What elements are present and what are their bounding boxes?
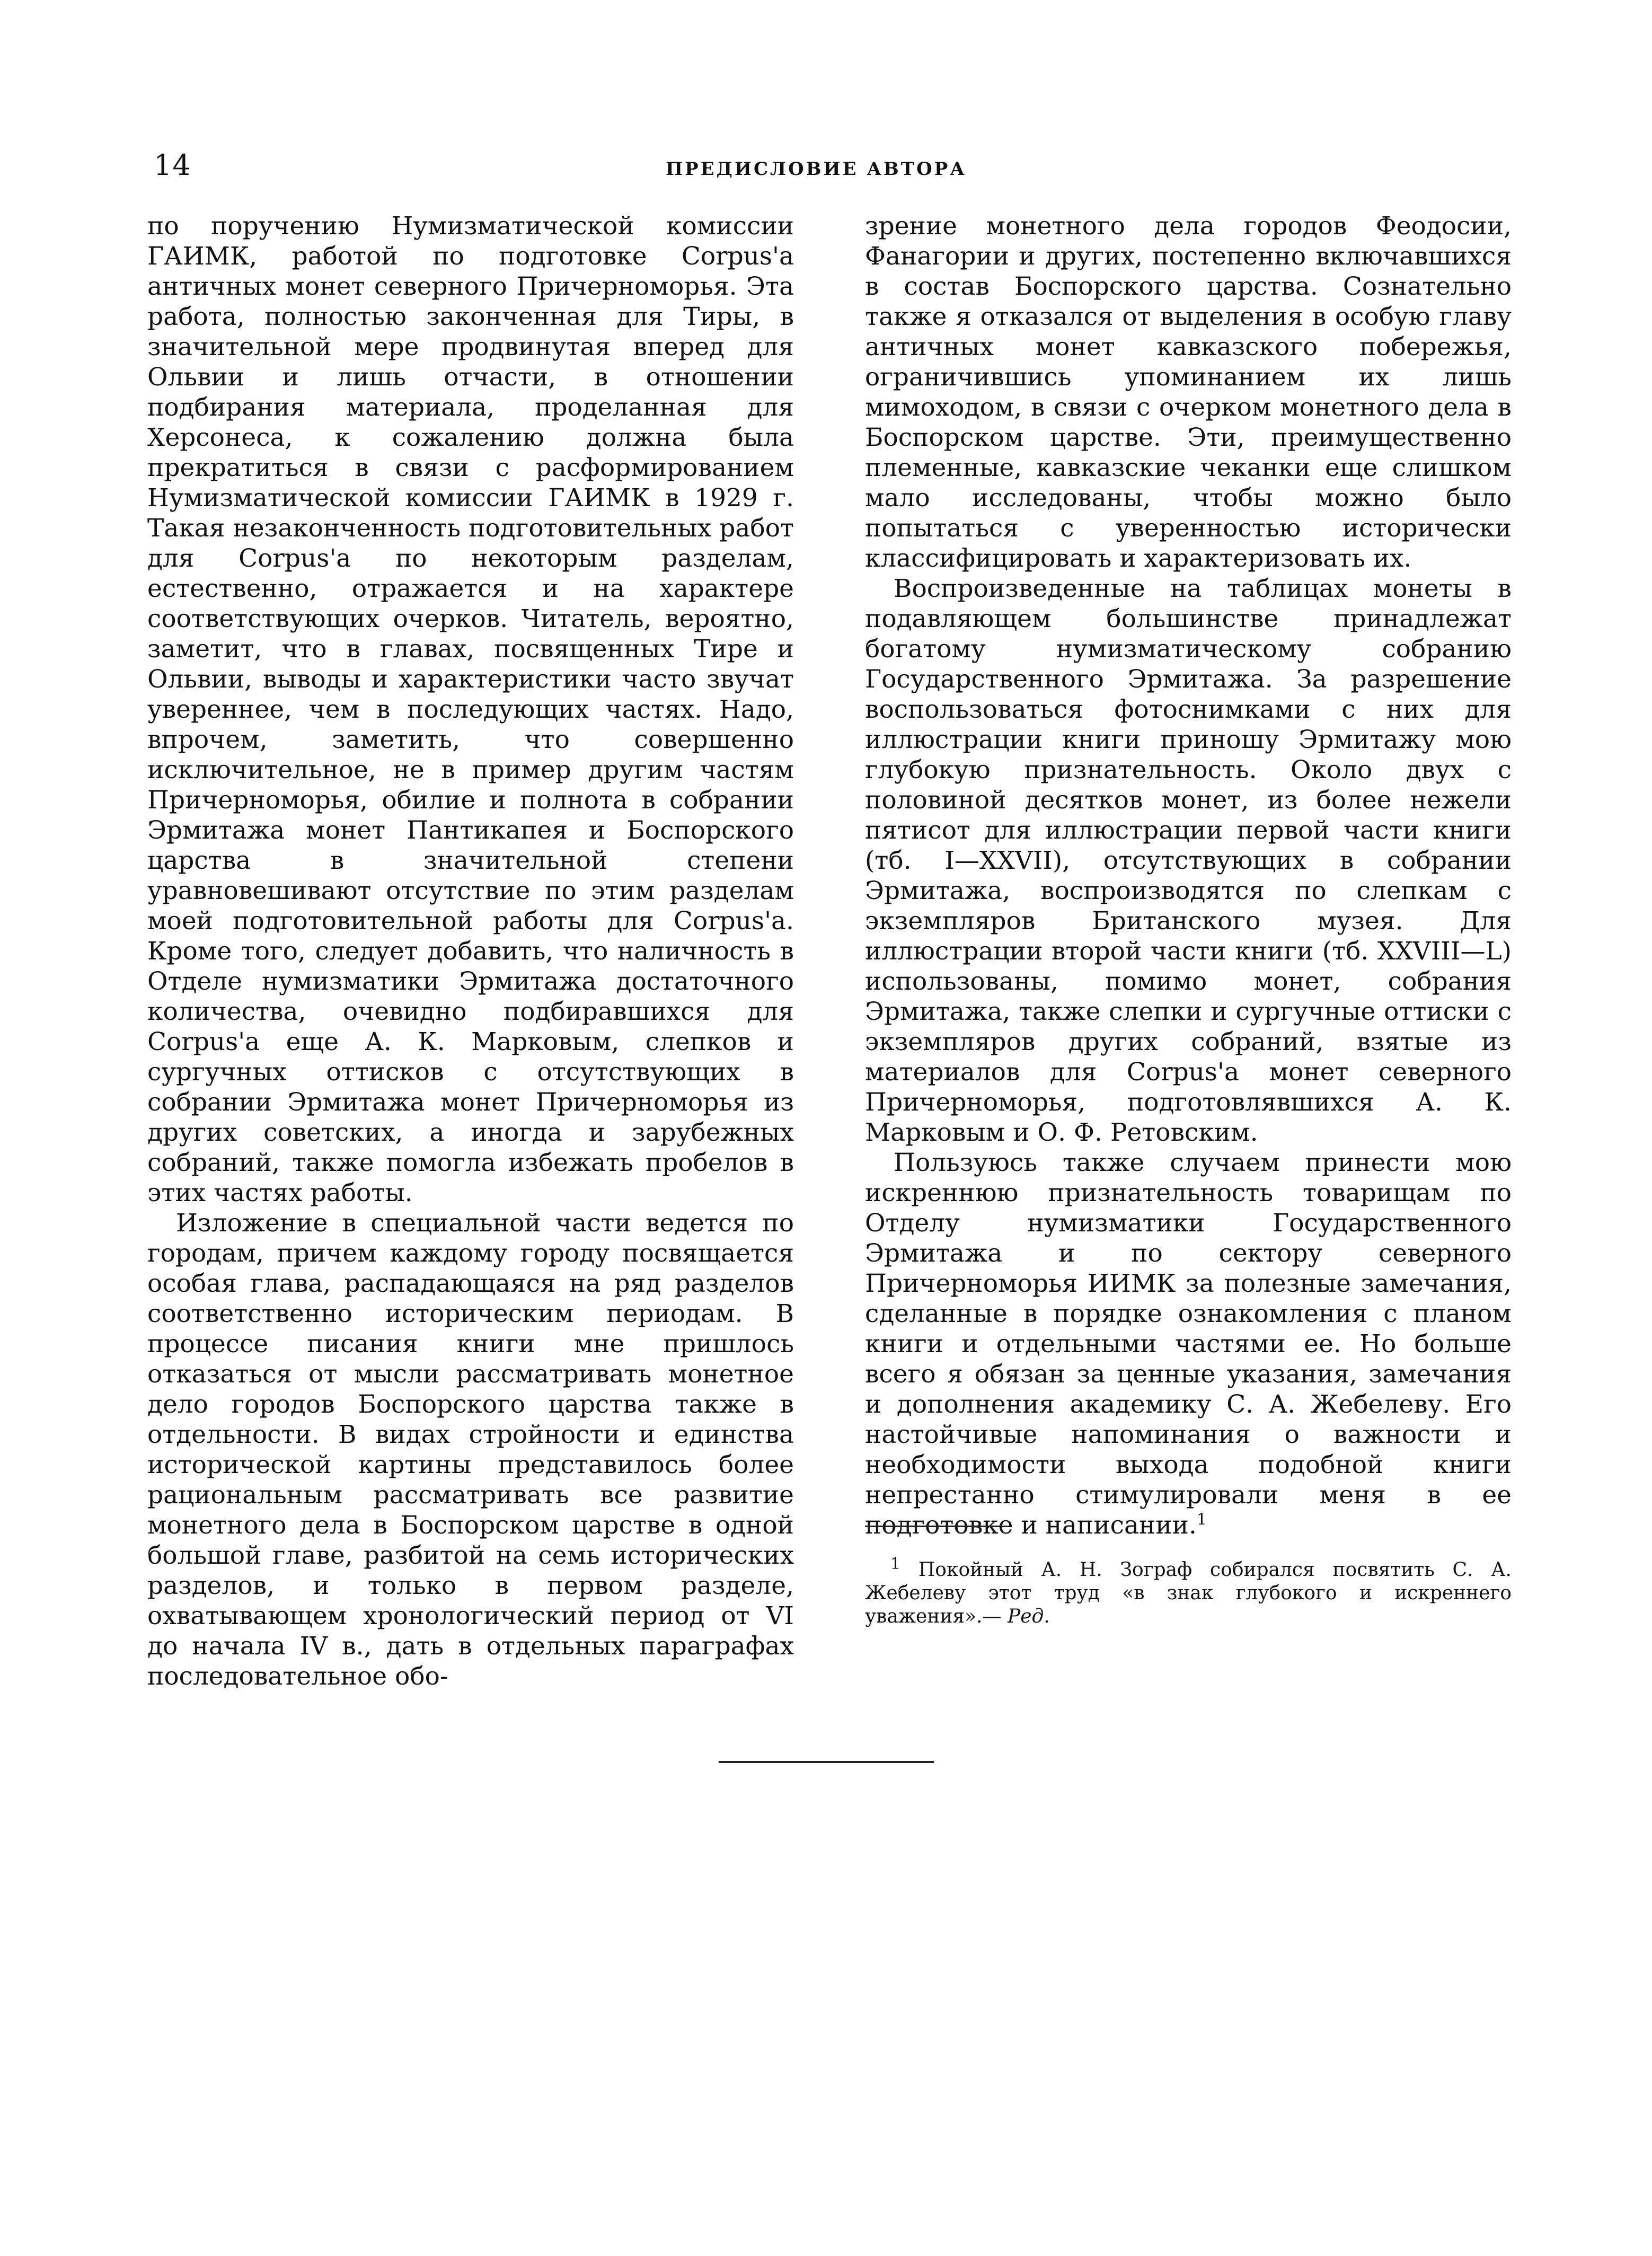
paragraph-text: Пользуюсь также случаем принести мою искреннюю признательность товарищам по Отделу нумизматики Государственного Эрмитажа и по сектору северного Причерноморья ИИМК за полезные замечания, сделанные в порядке ознакомления с планом книги и отдельными частями ее. Но больше всего я обязан за ценные указания, замечания и дополнения академику С. А. Жебелеву. Его настойчивые напоминания о важности и необходимости выхода подобной книги непрестанно стимулировали меня в ее подготовке и написании.: [865, 1148, 1512, 1540]
footnote-separator: [865, 1526, 1007, 1527]
editor-mark: Ред.: [1007, 1606, 1050, 1627]
end-of-section-rule: [719, 1761, 934, 1763]
left-column: [147, 211, 794, 1691]
footnote-reference[interactable]: 1: [1196, 1510, 1207, 1529]
page-number: 14: [154, 148, 191, 182]
paragraph-continuation: зрение монетного дела городов Феодосии, Фанагории и других, постепенно включавшихся в состав Боспорского царства. Сознательно также я отказался от выделения в особую главу античных монет кавказского побережья, ограничившись упоминанием их лишь мимоходом, в связи с очерком монетного дела в Боспорском царстве. Эти, преимущественно племенные, кавказские чеканки еще слишком мало исследованы, чтобы можно было попытаться с уверенностью исторически классифицировать и характеризовать их.: [865, 212, 1512, 573]
paragraph: Воспроизведенные на таблицах монеты в подавляющем большинстве принадлежат богатому нумизматическому собранию Государственного Эрмитажа. За разрешение воспользоваться фотоснимками с них для иллюстрации книги приношу Эрмитажу мою глубокую признательность. Около двух с половиной десятков монет, из более нежели пятисот для иллюстрации первой части книги (тб. I—XXVII), отсутствующих в собрании Эрмитажа, воспроизводятся по слепкам с экземпляров Британского музея. Для иллюстрации второй части книги (тб. XXVIII—L) использованы, помимо монет, собрания Эрмитажа, также слепки и сургучные оттиски с экземпляров других собраний, взятые из материалов для Corpus'а монет северного Причерноморья, подготовлявшихся А. К. Марковым и О. Ф. Ретовским.: [865, 574, 1512, 1147]
paragraph-with-note: [865, 1148, 1512, 1540]
footnote-text: Покойный А. Н. Зограф собирался посвятить С. А. Жебелеву этот труд «в знак глубокого и искреннего уважения».—: [865, 1559, 1512, 1627]
footnote: [865, 1555, 1512, 1628]
paragraph: Изложение в специальной части ведется по городам, причем каждому городу посвящается особая глава, распадающаяся на ряд разделов соответственно историческим периодам. В процессе писания книги мне пришлось отказаться от мысли рассматривать монетное дело городов Боспорского царства также в отдельности. В видах стройности и единства исторической картины представилось более рациональным рассматривать все развитие монетного дела в Боспорском царстве в одной большой главе, разбитой на семь исторических разделов, и только в первом разделе, охватывающем хронологический период от VI до начала IV в., дать в отдельных параграфах последовательное обо-: [147, 1209, 794, 1691]
right-column: [865, 211, 1512, 1540]
paragraph-continuation: по поручению Нумизматической комиссии ГАИМК, работой по подготовке Corpus'а античных монет северного Причерноморья. Эта работа, полностью законченная для Тиры, в значительной мере продвинутая вперед для Ольвии и лишь отчасти, в отношении подбирания материала, проделанная для Херсонеса, к сожалению должна была прекратиться в связи с расформированием Нумизматической комиссии ГАИМК в 1929 г. Такая незаконченность подготовительных работ для Corpus'а по некоторым разделам, естественно, отражается и на характере соответствующих очерков. Читатель, вероятно, заметит, что в главах, посвященных Тире и Ольвии, выводы и характеристики часто звучат увереннее, чем в последующих частях. Надо, впрочем, заметить, что совершенно исключительное, не в пример другим частям Причерноморья, обилие и полнота в собрании Эрмитажа монет Пантикапея и Боспорского царства в значительной степени уравновешивают отсутствие по этим разделам моей подготовительной работы для Corpus'а. Кроме того, следует добавить, что наличность в Отделе нумизматики Эрмитажа достаточного количества, очевидно подбиравшихся для Corpus'а еще А. К. Марковым, слепков и сургучных оттисков с отсутствующих в собрании Эрмитажа монет Причерноморья из других советских, а иногда и зарубежных собраний, также помогла избежать пробелов в этих частях работы.: [147, 212, 794, 1208]
running-title: ПРЕДИСЛОВИЕ АВТОРА: [666, 158, 967, 180]
footnote-marker: 1: [890, 1555, 901, 1573]
